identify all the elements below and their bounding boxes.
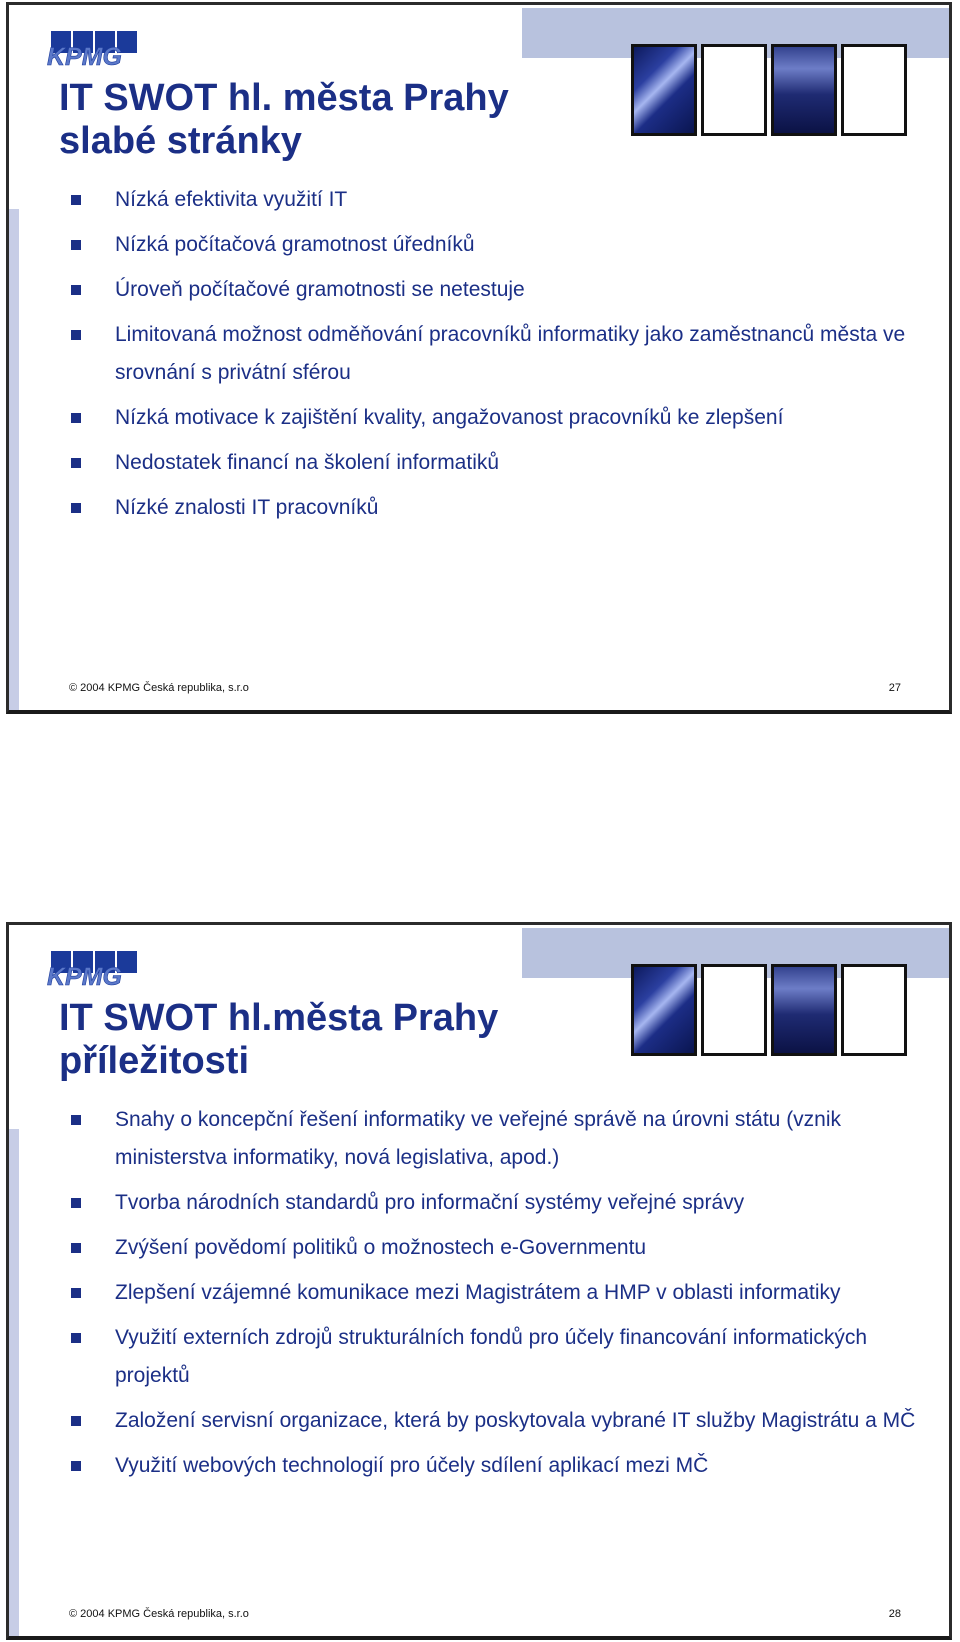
list-item-text: Nízká počítačová gramotnost úředníků: [115, 233, 475, 256]
left-accent-band: [9, 209, 19, 710]
list-item-text: Zlepšení vzájemné komunikace mezi Magistrátem a HMP v oblasti informatiky: [115, 1281, 841, 1304]
svg-text:KPMG: KPMG: [47, 963, 122, 991]
kpmg-logo-icon: [45, 949, 145, 991]
header-photo: [771, 964, 837, 1056]
header-photo: [631, 964, 697, 1056]
left-accent-band: [9, 1129, 19, 1636]
header-frame: [701, 964, 767, 1056]
bullet-list: [71, 181, 931, 534]
list-item-text: Nízké znalosti IT pracovníků: [115, 496, 379, 519]
slide-27: [6, 2, 952, 714]
list-item-text: Založení servisní organizace, která by poskytovala vybrané IT služby Magistrátu a MČ: [115, 1409, 916, 1432]
copyright-footer: © 2004 KPMG Česká republika, s.r.o: [69, 682, 249, 694]
slide-title-line-1: IT SWOT hl. města Prahy: [59, 77, 509, 119]
square-bullet-icon: [71, 503, 81, 513]
svg-text:KPMG: KPMG: [47, 43, 122, 71]
list-item-text: Zvýšení povědomí politiků o možnostech e-Governmentu: [115, 1236, 647, 1259]
header-photo: [771, 44, 837, 136]
slide-title-line-2: slabé stránky: [59, 120, 302, 162]
kpmg-logo: [45, 29, 145, 71]
slide-title-line-2: příležitosti: [59, 1040, 250, 1082]
list-item-text: Nízká efektivita využití IT: [115, 188, 348, 211]
kpmg-logo-icon: [45, 29, 145, 71]
list-item: [71, 1402, 931, 1440]
square-bullet-icon: [71, 1288, 81, 1298]
list-item: [71, 181, 931, 219]
list-item-text: Snahy o koncepční řešení informatiky ve veřejné správě na úrovni státu (vznik ministerstva informatiky, nová legislativa, apod.): [115, 1108, 842, 1169]
copyright-footer: © 2004 KPMG Česká republika, s.r.o: [69, 1608, 249, 1620]
bullet-list: [71, 1101, 931, 1492]
list-item: [71, 489, 931, 527]
list-item: [71, 271, 931, 309]
list-item: [71, 444, 931, 482]
header-frame: [701, 44, 767, 136]
page-number: 28: [888, 1608, 901, 1620]
list-item: [71, 1184, 931, 1222]
square-bullet-icon: [71, 330, 81, 340]
header-frame: [841, 44, 907, 136]
list-item-text: Úroveň počítačové gramotnosti se netestuje: [115, 278, 525, 301]
square-bullet-icon: [71, 1461, 81, 1471]
header-photo: [631, 44, 697, 136]
list-item-text: Nízká motivace k zajištění kvality, angažovanost pracovníků ke zlepšení: [115, 406, 784, 429]
list-item: [71, 1229, 931, 1267]
square-bullet-icon: [71, 240, 81, 250]
list-item: [71, 1319, 931, 1395]
square-bullet-icon: [71, 1333, 81, 1343]
square-bullet-icon: [71, 1416, 81, 1426]
list-item: [71, 316, 931, 392]
square-bullet-icon: [71, 1198, 81, 1208]
square-bullet-icon: [71, 458, 81, 468]
slide-title: [59, 997, 498, 1083]
list-item-text: Využití externích zdrojů strukturálních fondů pro účely financování informatických projektů: [115, 1326, 868, 1387]
list-item: [71, 1274, 931, 1312]
slide-28: [6, 922, 952, 1640]
list-item-text: Nedostatek financí na školení informatiků: [115, 451, 500, 474]
header-frame: [841, 964, 907, 1056]
square-bullet-icon: [71, 413, 81, 423]
list-item: [71, 1101, 931, 1177]
square-bullet-icon: [71, 1243, 81, 1253]
square-bullet-icon: [71, 285, 81, 295]
slide-title-line-1: IT SWOT hl.města Prahy: [59, 997, 499, 1039]
page-number: 27: [888, 682, 901, 694]
list-item-text: Limitovaná možnost odměňování pracovníků informatiky jako zaměstnanců města ve srovnání s privátní sférou: [115, 323, 906, 384]
square-bullet-icon: [71, 195, 81, 205]
list-item: [71, 1447, 931, 1485]
list-item: [71, 399, 931, 437]
square-bullet-icon: [71, 1115, 81, 1125]
slide-title: [59, 77, 509, 163]
list-item: [71, 226, 931, 264]
kpmg-logo: [45, 949, 145, 991]
list-item-text: Využití webových technologií pro účely sdílení aplikací mezi MČ: [115, 1454, 709, 1477]
list-item-text: Tvorba národních standardů pro informační systémy veřejné správy: [115, 1191, 745, 1214]
